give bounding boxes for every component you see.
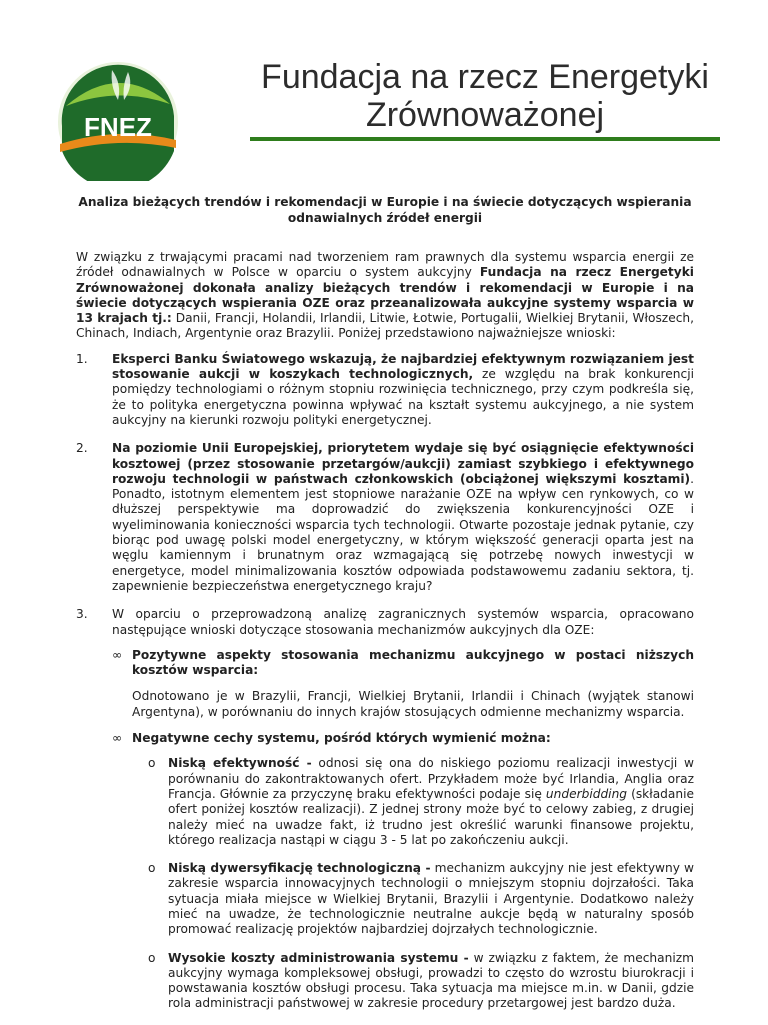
- negative-heading: Negatywne cechy systemu, pośród których wymienić można:: [132, 731, 551, 746]
- fnez-logo: [52, 56, 184, 181]
- organization-name: [250, 58, 720, 134]
- negative-list: [132, 756, 694, 1011]
- header-divider: [250, 137, 720, 141]
- aspects-list: [112, 648, 694, 1012]
- list-number: 2.: [76, 441, 88, 456]
- positive-text: Odnotowano je w Brazylii, Francji, Wielkiej Brytanii, Irlandii i Chinach (wyjątek stanowi Argentyna), w porównaniu do innych krajów stosujących odmienne mechanizmy wsparcia.: [132, 689, 694, 719]
- intro-paragraph: W związku z trwającymi pracami nad tworzeniem ram prawnych dla systemu wsparcia energii ze źródeł odnawialnych w Polsce w oparciu o system aukcyjny Fundacja na rzecz Energetyki Zrównoważonej dokonała analizy bieżących trendów i rekomendacji w Europie i na świecie dotyczących wspierania OZE oraz przeanalizowała aukcyjne systemy wsparcia w 13 krajach tj.: Danii, Francji, Holandii, Irlandii, Litwie, Łotwie, Portugalii, Wielkiej Brytanii, Włoszech, Chinach, Indiach, Argentynie oraz Brazylii. Poniżej przedstawiono najważniejsze wnioski:: [76, 250, 694, 341]
- infinity-bullet-icon: ∞: [112, 731, 123, 746]
- title-line2: odnawialnych źródeł energii: [287, 211, 483, 225]
- circle-bullet-icon: o: [148, 861, 156, 876]
- org-name-line2: Zrównoważonej: [365, 96, 605, 134]
- circle-bullet-icon: o: [148, 950, 156, 965]
- positive-aspects-item: [112, 648, 694, 720]
- logo-text: FNEZ: [84, 112, 152, 142]
- circle-bullet-icon: o: [148, 756, 156, 771]
- list-number: 1.: [76, 351, 88, 366]
- infinity-bullet-icon: ∞: [112, 647, 123, 662]
- list-item: o Niską dywersyfikację technologiczną - mechanizm aukcyjny nie jest efektywny w zakresie wsparcia innowacyjnych technologii o mniejszym stopniu dojrzałości. Taka sytuacja miała miejsce w Wielkiej Brytanii, Brazylii i Argentynie. Dodatkowo należy mieć na uwadze, że technologicznie neutralne aukcje będą w naturalny sposób promować realizację projektów najbardziej dojrzałych technologicznie.: [148, 861, 694, 937]
- page-header: [0, 0, 768, 180]
- document-title: [76, 194, 694, 226]
- list-item: o Niską efektywność - odnosi się ona do niskiego poziomu realizacji inwestycji w porównaniu do zakontraktowanych ofert. Przykładem może być Irlandia, Anglia oraz Francja. Głównie za przyczynę braku efektywności podaje się underbidding (składanie ofert poniżej kosztów realizacji). Z jednej strony może być to celowy zabieg, z drugiej należy mieć na uwadze fakt, iż trudno jest określić warunki finansowe projektu, którego realizacja nastąpi w ciągu 3 - 5 lat po zakończeniu aukcji.: [148, 756, 694, 847]
- list-item: o Wysokie koszty administrowania systemu - w związku z faktem, że mechanizm aukcyjny wymaga kompleksowej obsługi, prowadzi to często do wzrostu biurokracji i powstawania kosztów obsługi procesu. Taka sytuacja ma miejsce m.in. w Danii, gdzie rola administracji państwowej w zakresie procedury przetargowej jest bardzo duża.: [148, 950, 694, 1011]
- list-item: 3. W oparciu o przeprowadzoną analizę zagranicznych systemów wsparcia, opracowano następujące wnioski dotyczące stosowania mechanizmów aukcyjnych dla OZE: ∞ Pozytywne aspekty stosowania mechanizmu aukcyjnego w postaci niższych kosztów wsparcia: Odnotowano je w Brazylii, Francji, Wielkiej Brytanii, Irlandii i Chinach (wyjątek stanowi Argentyna), w porównaniu do innych krajów stosujących odmienne mechanizmy wsparcia. ∞ Negatywne cechy systemu, pośród których wymienić można: o Niską efektywność - odnosi się ona do niskiego poziomu realizacji inwestycji w porównaniu do zakontraktowanych ofert. Przykładem może być Irlandia, Anglia oraz Francja. Głównie za przyczynę braku efektywności podaje się underbidding (składanie ofert poniżej kosztów realizacji). Z jednej strony może być to celowy zabieg, z drugiej należy mieć na uwadze fakt, iż trudno jest określić warunki finansowe projektu, którego realizacja nastąpi w ciągu 3 - 5 lat po zakończeniu aukcji. o Niską dywersyfikację technologiczną - mechanizm aukcyjny nie jest efektywny w zakresie wsparcia innowacyjnych technologii o mniejszym stopniu dojrzałości. Taka sytuacja miała miejsce w Wielkiej Brytanii, Brazylii i Argentynie. Dodatkowo należy mieć na uwadze, że technologicznie neutralne aukcje będą w naturalny sposób promować realizację projektów najbardziej dojrzałych technologicznie. o Wysokie koszty administrowania systemu - w związku z faktem, że mechanizm aukcyjny wymaga kompleksowej obsługi, prowadzi to często do wzrostu biurokracji i powstawania kosztów obsługi procesu. Taka sytuacja ma miejsce m.in. w Danii, gdzie rola administracji państwowej w zakresie procedury przetargowej jest bardzo duża.: [76, 607, 694, 1011]
- list-number: 3.: [76, 607, 88, 622]
- org-name-line1: Fundacja na rzecz Energetyki: [261, 58, 709, 96]
- positive-heading: Pozytywne aspekty stosowania mechanizmu aukcyjnego w postaci niższych kosztów wsparcia:: [132, 647, 694, 678]
- list-item: 2. Na poziomie Unii Europejskiej, priorytetem wydaje się być osiągnięcie efektywności kosztowej (przez stosowanie przetargów/aukcji) zamiast szybkiego i efektywnego rozwoju technologii w państwach członkowskich (obciążonej większymi kosztami). Ponadto, istotnym elementem jest stopniowe narażanie OZE na wpływ cen rynkowych, co w dłuższej perspektywie ma doprowadzić do zwiększenia konkurencyjności OZE i wyeliminowania konieczności wsparcia tych technologii. Otwarte pozostaje jednak pytanie, czy biorąc pod uwagę polski model energetyczny, w którym większość generacji oparta jest na węglu kamiennym i brunatnym oraz wzmagającą się potrzebę nowych inwestycji w energetyce, model minimalizowania kosztów odpowiada podstawowemu zadaniu sektora, tj. zapewnienie bezpieczeństwa energetycznego kraju?: [76, 441, 694, 593]
- list-item: 1. Eksperci Banku Światowego wskazują, że najbardziej efektywnym rozwiązaniem jest stosowanie aukcji w koszykach technologicznych, ze względu na brak konkurencji pomiędzy technologiami o różnym stopniu rozwinięcia technicznego, przy czym podkreśla się, że to polityka energetyczna powinna wpływać na kształt systemu aukcyjnego, a nie system aukcyjny na kierunki rozwoju polityki energetycznej.: [76, 351, 694, 427]
- conclusions-list: [76, 352, 694, 1012]
- document-body: [76, 194, 694, 1025]
- title-line1: Analiza bieżących trendów i rekomendacji w Europie i na świecie dotyczących wspierania: [78, 195, 692, 209]
- negative-aspects-item: [112, 731, 694, 1012]
